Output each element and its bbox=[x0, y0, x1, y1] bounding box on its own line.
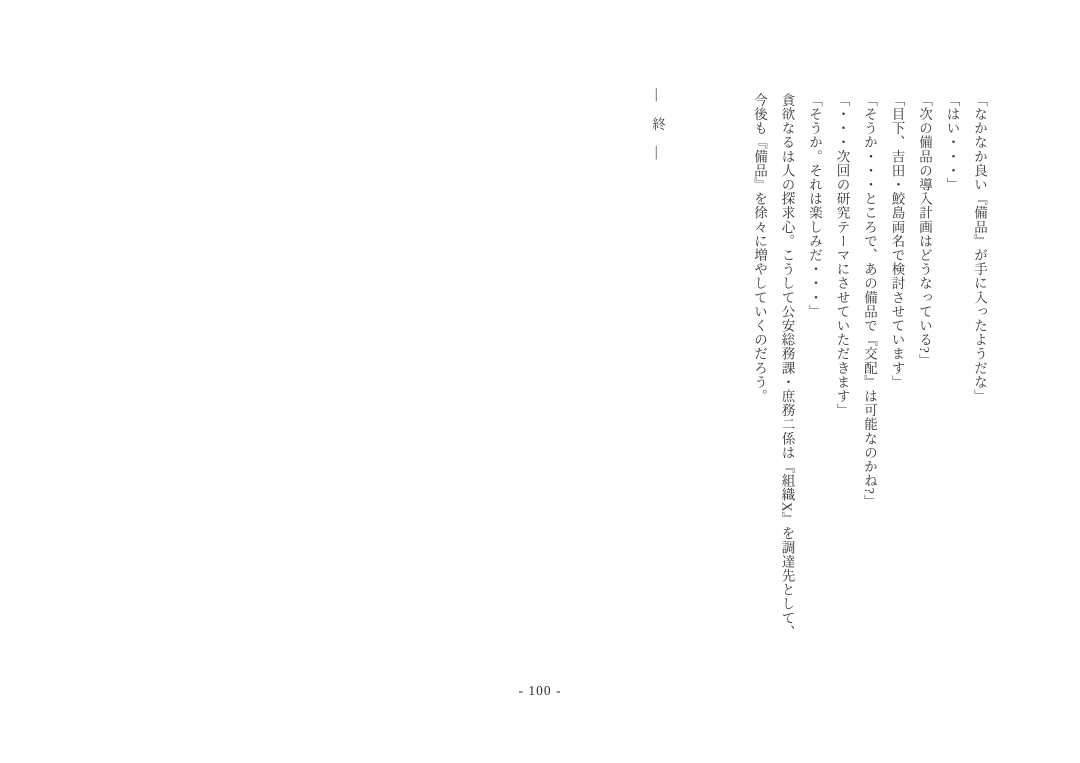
dialogue-line-7: 「そうか。それは楽しみだ・・・」 bbox=[807, 93, 822, 319]
ending-mark: ― 終 ― bbox=[650, 88, 665, 161]
dialogue-line-5: 「そうか・・・ところで、あの備品で『交配』は可能なのかね?」 bbox=[862, 93, 877, 509]
dialogue-line-2: 「はい・・・」 bbox=[944, 93, 960, 192]
dialogue-line-3: 「次の備品の導入計画はどうなっている?」 bbox=[917, 93, 932, 368]
dialogue-line-6: 「・・・次回の研究テーマにさせていただきます」 bbox=[834, 93, 850, 418]
narration-line-2: 今後も『備品』を徐々に増やしていくのだろう。 bbox=[752, 93, 767, 404]
narration-line-1: 貪欲なるは人の探求心。こうして公安総務課・庶務二係は『組織X』を調達先として、 bbox=[779, 93, 795, 640]
dialogue-line-4: 「目下、吉田・鮫島両名で検討させています」 bbox=[889, 93, 905, 390]
dialogue-line-1: 「なかなか良い『備品』が手に入ったようだな」 bbox=[972, 93, 987, 404]
body-text-block bbox=[746, 93, 994, 665]
page-number: - 100 - bbox=[518, 683, 562, 698]
